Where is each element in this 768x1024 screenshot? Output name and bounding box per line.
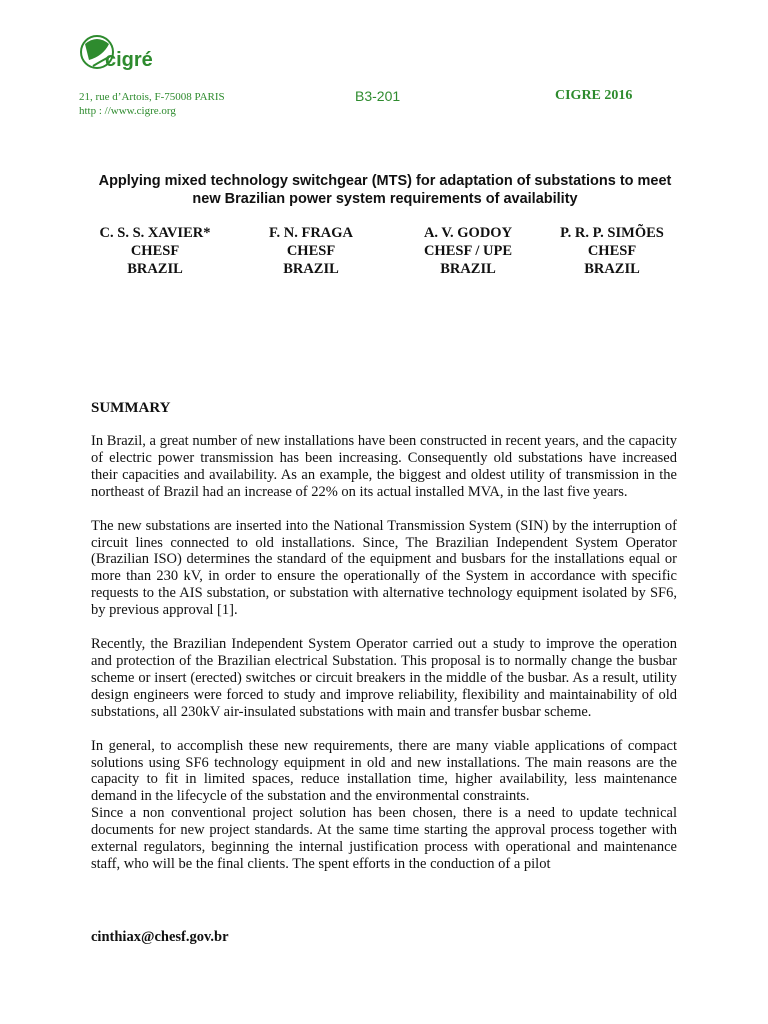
author-country: BRAZIL xyxy=(127,261,183,277)
author-name: F. N. FRAGA xyxy=(268,225,354,241)
footer-email[interactable]: cinthiax@chesf.gov.br xyxy=(91,929,229,945)
author-block xyxy=(236,224,386,278)
paragraph: In general, to accomplish these new requirements, there are many viable applications of compact solutions using SF6 technology equipment in old and new installations. The main reasons are the capacity to fit in limited spaces, reduce installation time, higher availability, less maintenance demand in the lifecycle of the substation and the environmental constraints. xyxy=(91,737,677,805)
paragraph: The new substations are inserted into the National Transmission System (SIN) by the interruption of circuit lines connected to old installations. Since, The Brazilian Independent System Operator (Brazilian ISO) determines the standard of the equipment and busbars for the installations equal or more than 230 kV, in order to ensure the operationally of the System in accordance with specific requests to the AIS substation, or substation with alternative technology equipment isolated by SF6, by previous approval [1]. xyxy=(91,517,677,619)
author-block xyxy=(537,224,687,278)
paper-title: Applying mixed technology switchgear (MTS) for adaptation of substations to meet new Brazilian power system requirements of availability xyxy=(98,173,672,207)
paragraph: Recently, the Brazilian Independent System Operator carried out a study to improve the operation and protection of the Brazilian electrical Substation. This proposal is to normally change the busbar scheme or insert (erected) switches or circuit breakers in the middle of the busbar. As a result, utility design engineers were forced to study and improve reliability, flexibility and maintainability of old substations, all 230kV air-insulated substations with main and transfer busbar scheme. xyxy=(91,636,677,720)
paper-reference: B3-201 xyxy=(355,88,401,104)
conference-name: CIGRE 2016 xyxy=(555,88,633,103)
paragraph: In Brazil, a great number of new installations have been constructed in recent years, and the capacity of electric power transmission has been increasing. Consequently old substations have increased their capacities and availability. As an example, the biggest and oldest utility of transmission in the northeast of Brazil had an increase of 22% on its actual installed MVA, in the last five years. xyxy=(91,433,677,500)
website-link[interactable]: http : //www.cigre.org xyxy=(79,105,176,117)
author-country: BRAZIL xyxy=(283,261,339,277)
author-org: CHESF / UPE xyxy=(423,243,513,259)
summary-heading: SUMMARY xyxy=(91,400,171,416)
cigre-logo xyxy=(79,30,169,82)
author-name: C. S. S. XAVIER* xyxy=(99,225,211,241)
author-name: P. R. P. SIMÕES xyxy=(560,225,664,241)
address-line: 21, rue d’Artois, F-75008 PARIS xyxy=(79,91,225,103)
author-org: CHESF xyxy=(130,243,180,259)
author-name: A. V. GODOY xyxy=(423,225,513,241)
author-block xyxy=(393,224,543,278)
author-country: BRAZIL xyxy=(584,261,640,277)
author-org: CHESF xyxy=(286,243,336,259)
author-org: CHESF xyxy=(587,243,637,259)
address-block xyxy=(79,90,225,118)
globe-icon xyxy=(79,30,169,82)
summary-body xyxy=(91,433,677,890)
logo-text: cigré xyxy=(105,49,153,71)
author-country: BRAZIL xyxy=(440,261,496,277)
paragraph: Since a non conventional project solution has been chosen, there is a need to update technical documents for new project standards. At the same time starting the approval process together with external regulators, beginning the internal justification process with operational and maintenance staff, who will be the final clients. The spent efforts in the conduction of a pilot xyxy=(91,805,677,872)
author-block xyxy=(80,224,230,278)
